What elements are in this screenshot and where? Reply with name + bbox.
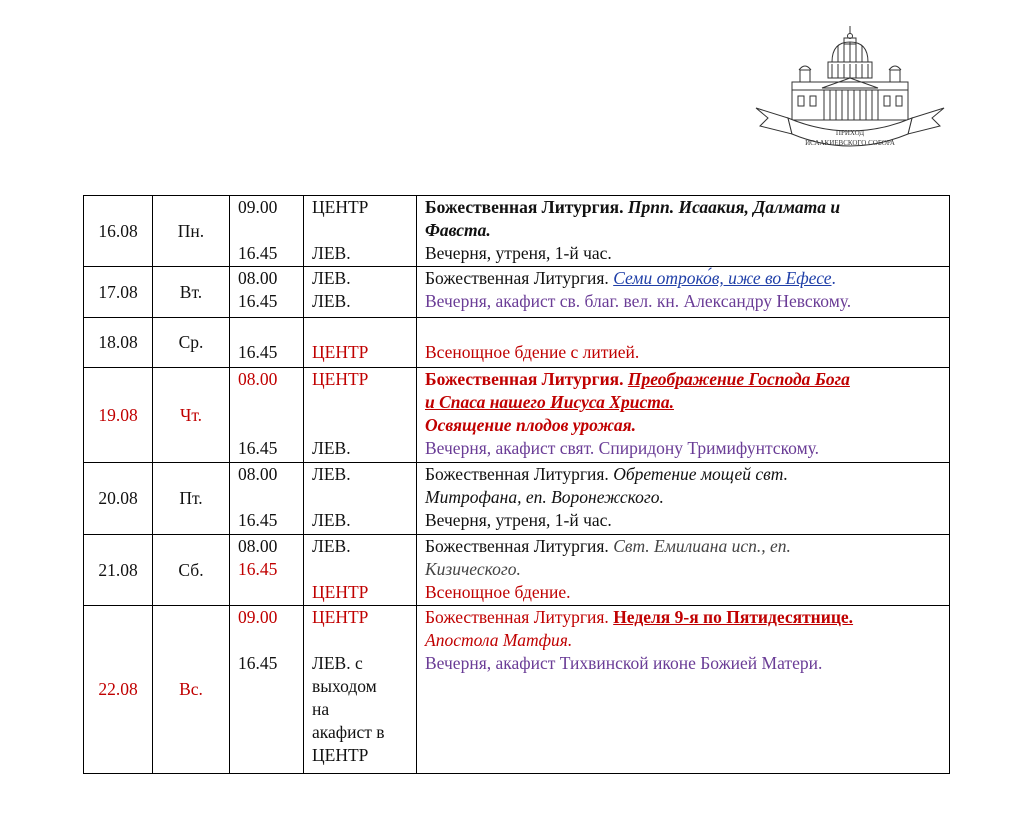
place: ЦЕНТР (312, 197, 369, 217)
place-cell (304, 606, 417, 774)
service-title: Божественная Литургия. (425, 197, 624, 217)
place: ЦЕНТР (312, 607, 369, 627)
table-row (84, 318, 950, 368)
table-row (84, 368, 950, 463)
date-cell: 20.08 (84, 463, 153, 535)
evening-service: Всенощное бдение с литией. (425, 342, 640, 362)
table-row (84, 267, 950, 318)
service-title: Божественная Литургия. (425, 268, 609, 288)
time (238, 318, 295, 341)
place-cell (304, 368, 417, 463)
time: 08.00 (238, 464, 278, 484)
place: выходом (312, 676, 377, 696)
place: ЛЕВ. (312, 268, 351, 288)
place: ЛЕВ. (312, 510, 351, 530)
description-cell (417, 318, 950, 368)
service-title: Божественная Литургия. (425, 607, 609, 627)
place (312, 391, 408, 414)
place: ЦЕНТР (312, 369, 369, 389)
feast-link[interactable]: и Спаса нашего Иисуса Христа. (425, 392, 674, 412)
place: акафист в (312, 722, 385, 742)
place: на (312, 699, 330, 719)
time: 16.45 (238, 510, 278, 530)
time: 09.00 (238, 197, 278, 217)
time-cell (230, 318, 304, 368)
day-cell: Сб. (153, 535, 230, 606)
place: ЛЕВ. (312, 243, 351, 263)
place (312, 219, 408, 242)
time: 08.00 (238, 536, 278, 556)
feast-note: Освящение плодов урожая. (425, 415, 636, 435)
service-title: Божественная Литургия. (425, 464, 609, 484)
day-cell: Чт. (153, 368, 230, 463)
day-cell: Ср. (153, 318, 230, 368)
time: 16.45 (238, 342, 278, 362)
place-cell (304, 463, 417, 535)
feast-name: Кизического. (425, 559, 521, 579)
time: 16.45 (238, 559, 278, 579)
place: ЦЕНТР (312, 342, 369, 362)
time-cell (230, 368, 304, 463)
place (312, 486, 408, 509)
place (312, 558, 408, 581)
description-cell (417, 463, 950, 535)
time: 16.45 (238, 291, 278, 311)
time-cell (230, 196, 304, 267)
evening-service: Вечерня, утреня, 1-й час. (425, 510, 612, 530)
feast-name: Прпп. Исаакия, Далмата и (627, 197, 841, 217)
logo-line2: ИСААКИЕВСКОГО СОБОРА (805, 139, 895, 147)
date-cell: 22.08 (84, 606, 153, 774)
date-cell: 18.08 (84, 318, 153, 368)
time: 09.00 (238, 607, 278, 627)
time: 08.00 (238, 268, 278, 288)
place-cell (304, 318, 417, 368)
feast-name: Обретение мощей свт. (613, 464, 788, 484)
schedule-table (83, 195, 950, 774)
time: 08.00 (238, 369, 278, 389)
evening-service: Всенощное бдение. (425, 582, 571, 602)
time (238, 219, 295, 242)
description-cell (417, 535, 950, 606)
table-row (84, 463, 950, 535)
table-row (84, 535, 950, 606)
time: 16.45 (238, 653, 278, 673)
place: ЛЕВ. (312, 464, 351, 484)
time (238, 581, 295, 604)
table-row (84, 606, 950, 774)
table-row (84, 196, 950, 267)
place (312, 629, 408, 652)
description-cell (417, 267, 950, 318)
place: ЦЕНТР (312, 745, 369, 765)
feast-name: Митрофана, еп. Воронежского. (425, 487, 664, 507)
day-cell: Пт. (153, 463, 230, 535)
description-cell (417, 606, 950, 774)
place (312, 414, 408, 437)
date-cell: 19.08 (84, 368, 153, 463)
place: ЛЕВ. (312, 536, 351, 556)
time (238, 629, 295, 652)
time (238, 414, 295, 437)
place: ЦЕНТР (312, 582, 369, 602)
service-title: Божественная Литургия. (425, 369, 624, 389)
feast-link[interactable]: Неделя 9-я по Пятидесятнице. (613, 607, 854, 627)
feast-name: Апостола Матфия. (425, 630, 573, 650)
feast-name: Фавста. (425, 220, 491, 240)
feast-link[interactable]: Семи отроко́в, иже во Ефесе (613, 268, 832, 288)
evening-service: Вечерня, акафист Тихвинской иконе Божией Матери. (425, 653, 823, 673)
place: ЛЕВ. (312, 438, 351, 458)
logo-line1: ПРИХОД (835, 129, 865, 137)
service-title: Божественная Литургия. (425, 536, 609, 556)
place: ЛЕВ. с (312, 653, 363, 673)
place: ЛЕВ. (312, 291, 351, 311)
time (238, 486, 295, 509)
day-cell: Вс. (153, 606, 230, 774)
evening-service: Вечерня, акафист св. благ. вел. кн. Александру Невскому. (425, 291, 852, 311)
place-cell (304, 267, 417, 318)
time-cell (230, 535, 304, 606)
place-cell (304, 196, 417, 267)
day-cell: Вт. (153, 267, 230, 318)
time: 16.45 (238, 243, 278, 263)
date-cell: 21.08 (84, 535, 153, 606)
date-cell: 16.08 (84, 196, 153, 267)
feast-name: Свт. Емилиана исп., еп. (613, 536, 791, 556)
evening-service: Вечерня, акафист свят. Спиридону Тримифунтскому. (425, 438, 820, 458)
cathedral-logo (752, 22, 948, 158)
day-cell: Пн. (153, 196, 230, 267)
feast-end: . (831, 268, 836, 288)
time-cell (230, 267, 304, 318)
time: 16.45 (238, 438, 278, 458)
place (312, 318, 408, 341)
place-cell (304, 535, 417, 606)
description-cell (417, 196, 950, 267)
time (238, 391, 295, 414)
evening-service: Вечерня, утреня, 1-й час. (425, 243, 612, 263)
date-cell: 17.08 (84, 267, 153, 318)
time-cell (230, 463, 304, 535)
feast-link[interactable]: Преображение Господа Бога (627, 369, 850, 389)
description-cell (417, 368, 950, 463)
time-cell (230, 606, 304, 774)
